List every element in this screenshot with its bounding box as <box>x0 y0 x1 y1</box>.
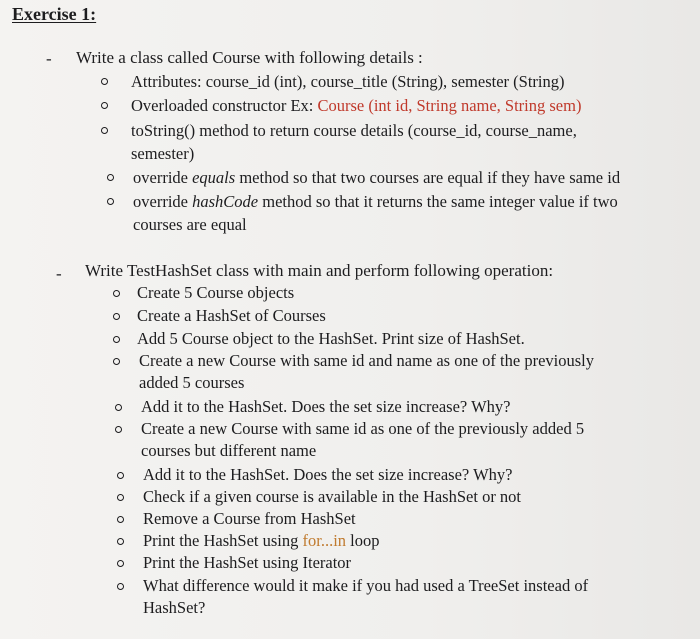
section1-dash: - <box>46 49 52 68</box>
bullet-icon <box>117 583 124 590</box>
bullet-icon <box>115 404 122 411</box>
list-item-tostring-line1: toString() method to return course details (course_id, course_name, <box>131 121 577 140</box>
list-item-attributes: Attributes: course_id (int), course_title (String), semester (String) <box>131 72 565 91</box>
list-item-hashcode <box>133 190 618 213</box>
bullet-icon <box>101 78 108 85</box>
hashcode-prefix: override <box>133 192 193 211</box>
section1-title: Write a class called Course with following details : <box>76 48 423 67</box>
equals-suffix: method so that two courses are equal if they have same id <box>235 168 621 187</box>
list-item-print-for <box>143 529 380 552</box>
list-item-add-question1: Add it to the HashSet. Does the set size increase? Why? <box>141 397 511 416</box>
list-item-check: Check if a given course is available in the HashSet or not <box>143 487 522 506</box>
list-item-new-same-line1: Create a new Course with same id and name as one of the previously <box>139 351 594 370</box>
list-item-hashcode-line2: courses are equal <box>133 215 247 234</box>
equals-keyword: equals <box>192 168 236 187</box>
list-item-treeset-line2: HashSet? <box>143 598 206 617</box>
hashcode-suffix: method so that it returns the same integer value if two <box>258 192 618 211</box>
bullet-icon <box>107 174 114 181</box>
print-for-suffix: loop <box>346 531 380 550</box>
list-item-remove: Remove a Course from HashSet <box>143 509 356 528</box>
bullet-icon <box>101 127 108 134</box>
constructor-label: Overloaded constructor Ex: <box>131 96 318 115</box>
list-item-tostring-line2: semester) <box>131 144 195 163</box>
section2-dash: - <box>56 264 62 283</box>
list-item-new-diff-line1: Create a new Course with same id as one of the previously added 5 <box>141 419 585 438</box>
constructor-code: Course (int id, String name, String sem) <box>317 96 582 115</box>
list-item-add5: Add 5 Course object to the HashSet. Print size of HashSet. <box>137 329 525 348</box>
list-item-treeset-line1: What difference would it make if you had used a TreeSet instead of <box>143 576 589 595</box>
bullet-icon <box>117 538 124 545</box>
bullet-icon <box>113 313 120 320</box>
bullet-icon <box>113 290 120 297</box>
bullet-icon <box>117 472 124 479</box>
exercise-heading: Exercise 1: <box>12 4 97 24</box>
list-item-new-same-line2: added 5 courses <box>139 373 245 392</box>
list-item-new-diff-line2: courses but different name <box>141 441 317 460</box>
bullet-icon <box>101 102 108 109</box>
list-item-constructor <box>131 94 581 117</box>
section2-title: Write TestHashSet class with main and perform following operation: <box>85 261 554 280</box>
bullet-icon <box>107 198 114 205</box>
list-item-create-hashset: Create a HashSet of Courses <box>137 306 326 325</box>
bullet-icon <box>117 560 124 567</box>
print-for-prefix: Print the HashSet using <box>143 531 303 550</box>
bullet-icon <box>113 336 120 343</box>
hashcode-keyword: hashCode <box>192 192 259 211</box>
bullet-icon <box>117 516 124 523</box>
list-item-add-question2: Add it to the HashSet. Does the set size increase? Why? <box>143 465 513 484</box>
print-for-keyword: for...in <box>302 531 347 550</box>
list-item-equals <box>133 166 620 189</box>
list-item-create5: Create 5 Course objects <box>137 283 295 302</box>
bullet-icon <box>113 358 120 365</box>
equals-prefix: override <box>133 168 193 187</box>
list-item-print-iterator: Print the HashSet using Iterator <box>143 553 352 572</box>
bullet-icon <box>117 494 124 501</box>
bullet-icon <box>115 426 122 433</box>
